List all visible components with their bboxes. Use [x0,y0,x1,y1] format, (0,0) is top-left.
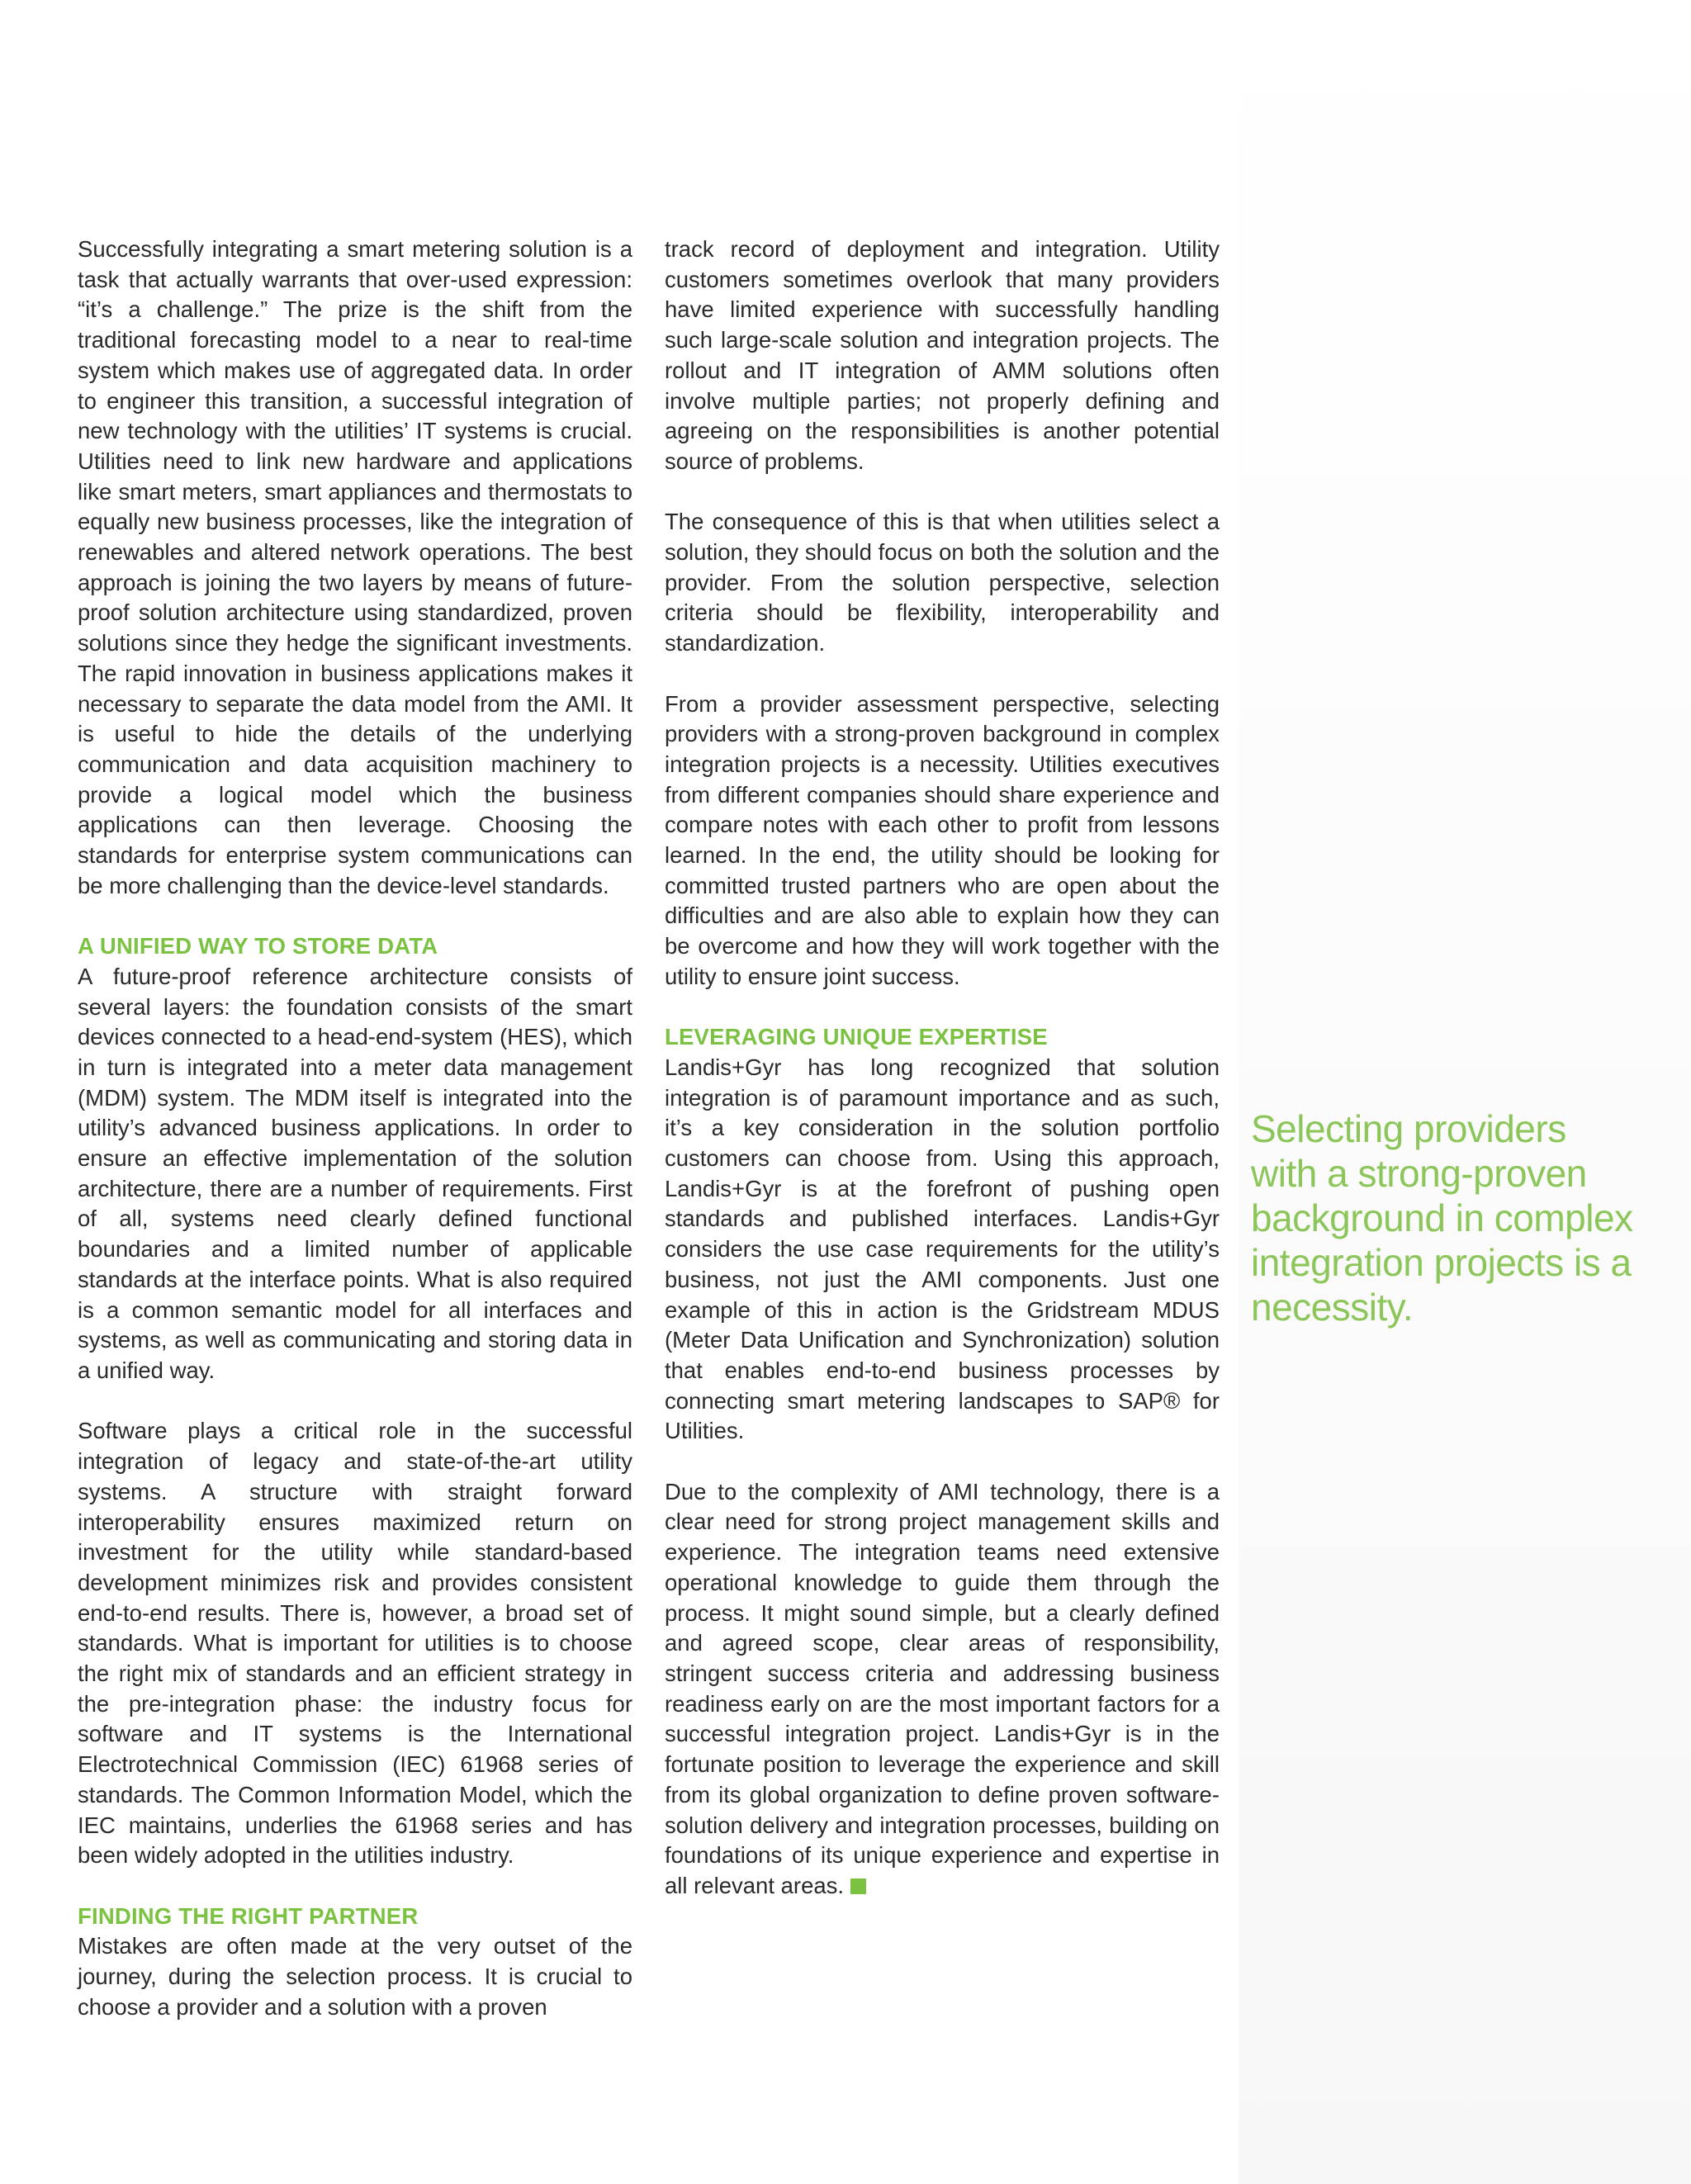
right-text-column [665,235,1220,1931]
pull-quote: Selecting providers with a strong-proven background in complex integration projects is a necessity. [1251,1107,1633,1329]
assessment-paragraph: From a provider assessment perspective, selecting providers with a strong-proven background in complex integration projects is a necessity. Utilities executives from different companies should share experience and compare notes with each other to profit from lessons learned. In the end, the utility should be looking for committed trusted partners who are open about the difficulties and are also able to explain how they can be overcome and how they will work together with the utility to ensure joint success. [665,690,1220,989]
intro-paragraph: Successfully integrating a smart metering solution is a task that actually warrants that over-used expression: “it’s a challenge.” The prize is the shift from the traditional forecasting model to a near to real-time system which makes use of aggregated data. In order to engineer this transition, a successful integration of new technology with the utilities’ IT systems is crucial. Utilities need to link new hardware and applications like smart meters, smart appliances and thermostats to equally new business processes, like the integration of renewables and altered network operations. The best approach is joining the two layers by means of future-proof solution architecture using standardized, proven solutions since they hedge the significant investments. The rapid innovation in business applications makes it necessary to separate the data model from the AMI. It is useful to hide the details of the underlying communication and data acquisition machinery to provide a logical model which the business applications can then leverage. Choosing the standards for enterprise system communications can be more challenging than the device-level standards. [78,236,632,898]
complexity-paragraph-wrapper [665,1477,1220,1902]
end-of-article-marker-icon [850,1878,866,1894]
unified-paragraph: A future-proof reference architecture consists of several layers: the foundation consists of the smart devices connected to a head-end-system (HES), which in turn is integrated into a meter data management (MDM) system. The MDM itself is integrated into the utility’s advanced business applications. In order to ensure an effective implementation of the solution architecture, there are a number of requirements. First of all, systems need clearly defined functional boundaries and a limited number of applicable standards at the interface points. What is also required is a common semantic model for all interfaces and systems, as well as communicating and storing data in a unified way. [78,963,632,1383]
expertise-paragraph: Landis+Gyr has long recognized that solution integration is of paramount importance and as such, it’s a key consideration in the solution portfolio customers can choose from. Using this approach, Landis+Gyr is at the forefront of pushing open standards and published interfaces. Landis+Gyr considers the use case requirements for the utility’s business, not just the AMI components. Just one example of this in action is the Gridstream MDUS (Meter Data Unification and Synchronization) solution that enables end-to-end business processes by connecting smart metering landscapes to SAP® for Utilities. [665,1054,1220,1444]
sidebar-background [1239,0,1691,2184]
consequence-paragraph: The consequence of this is that when utilities select a solution, they should focus on both the solution and the provider. From the solution perspective, selection criteria should be flexibility, interoperability and standardization. [665,509,1220,656]
section-heading-expertise: LEVERAGING UNIQUE EXPERTISE [665,1024,1048,1050]
section-heading-partner: FINDING THE RIGHT PARTNER [78,1902,419,1929]
complexity-paragraph: Due to the complexity of AMI technology, there is a clear need for strong project management skills and experience. The integration teams need extensive operational knowledge to guide them through the process. It might sound simple, but a clearly defined and agreed scope, clear areas of responsibility, stringent success criteria and addressing business readiness early on are the most important factors for a successful integration project. Landis+Gyr is in the fortunate position to leverage the experience and skill from its global organization to define proven software-solution delivery and integration processes, building on foundations of its unique experience and expertise in all relevant areas. [665,1478,1220,1898]
software-paragraph: Software plays a critical role in the successful integration of legacy and state-of-the-art utility systems. A structure with straight forward interoperability ensures maximized return on investment for the utility while standard-based development minimizes risk and provides consistent end-to-end results. There is, however, a broad set of standards. What is important for utilities is to choose the right mix of standards and an efficient strategy in the pre-integration phase: the industry focus for software and IT systems is the International Electrotechnical Commission (IEC) 61968 series of standards. The Common Information Model, which the IEC maintains, underlies the 61968 series and has been widely adopted in the utilities industry. [78,1418,632,1869]
continued-paragraph: track record of deployment and integration. Utility customers sometimes overlook that many providers have limited experience with successfully handling such large-scale solution and integration projects. The rollout and IT integration of AMM solutions often involve multiple parties; not properly defining and agreeing on the responsibilities is another potential source of problems. [665,236,1220,474]
partner-paragraph: Mistakes are often made at the very outset of the journey, during the selection process. It is crucial to choose a provider and a solution with a proven [78,1933,632,2020]
section-heading-unified: A UNIFIED WAY TO STORE DATA [78,933,438,959]
left-text-column [78,235,632,2053]
